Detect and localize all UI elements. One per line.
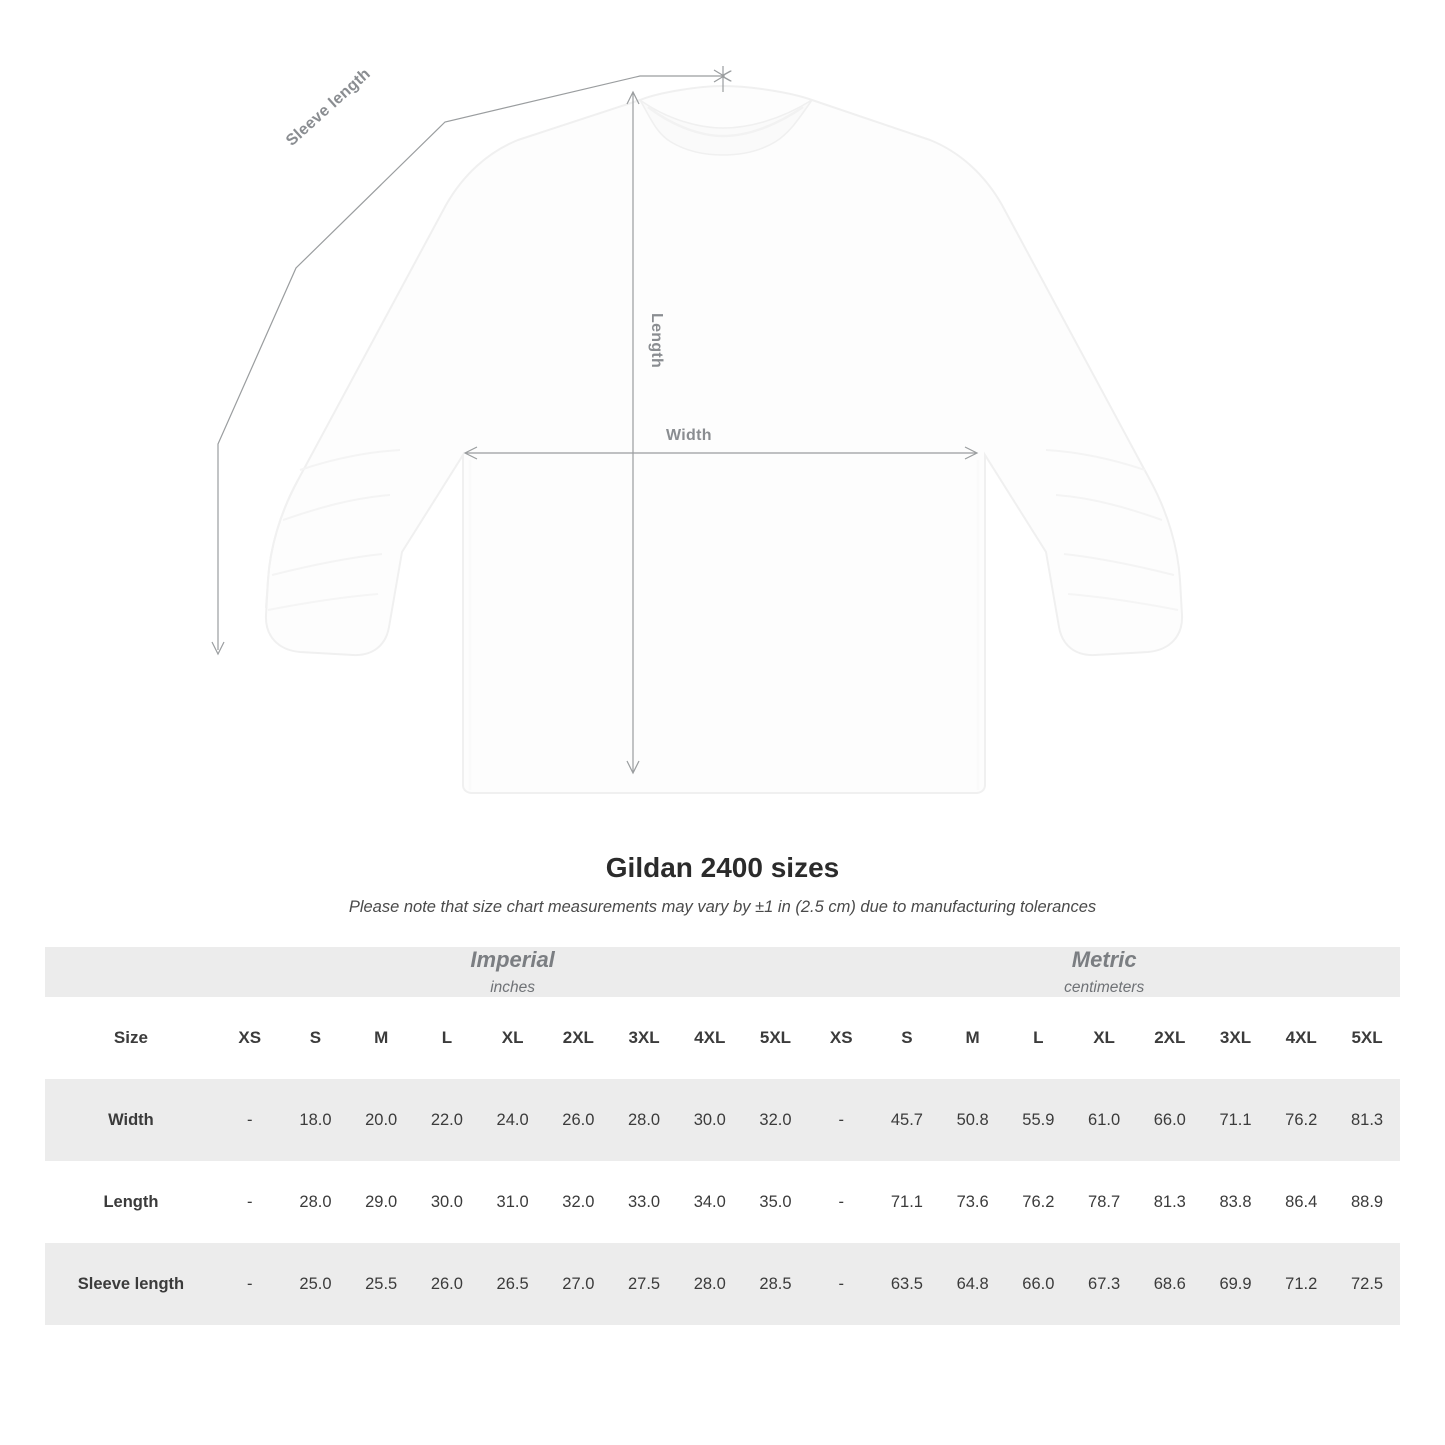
- column-header-size: Size: [45, 997, 217, 1079]
- unit-group-imperial-sub: inches: [490, 979, 536, 996]
- table-row: [45, 1243, 1400, 1325]
- cell: -: [808, 1079, 874, 1161]
- cell: -: [217, 1161, 283, 1243]
- cell: -: [808, 1161, 874, 1243]
- column-header: 3XL: [1203, 997, 1269, 1079]
- cell: 24.0: [480, 1079, 546, 1161]
- tolerance-note: Please note that size chart measurements may vary by ±1 in (2.5 cm) due to manufacturing tolerances: [348, 898, 1097, 916]
- table-row: [45, 1161, 1400, 1243]
- cell: 20.0: [348, 1079, 414, 1161]
- cell: 73.6: [940, 1161, 1006, 1243]
- cell: 81.3: [1334, 1079, 1400, 1161]
- unit-group-metric-sub: centimeters: [1064, 979, 1145, 996]
- cell: 81.3: [1137, 1161, 1203, 1243]
- column-header: 3XL: [611, 997, 677, 1079]
- cell: 83.8: [1203, 1161, 1269, 1243]
- cell: -: [217, 1079, 283, 1161]
- cell: 27.0: [545, 1243, 611, 1325]
- row-label-sleeve-length: Sleeve length: [45, 1243, 217, 1325]
- cell: 63.5: [874, 1243, 940, 1325]
- cell: 55.9: [1006, 1079, 1072, 1161]
- cell: 28.0: [611, 1079, 677, 1161]
- column-header: M: [348, 997, 414, 1079]
- column-header: 5XL: [1334, 997, 1400, 1079]
- column-header: S: [874, 997, 940, 1079]
- column-header: XS: [808, 997, 874, 1079]
- table-header-row: [45, 997, 1400, 1079]
- cell: 86.4: [1268, 1161, 1334, 1243]
- cell: 28.0: [677, 1243, 743, 1325]
- cell: -: [808, 1243, 874, 1325]
- column-header: L: [414, 997, 480, 1079]
- column-header: M: [940, 997, 1006, 1079]
- cell: 26.0: [414, 1243, 480, 1325]
- column-header: S: [283, 997, 349, 1079]
- cell: 69.9: [1203, 1243, 1269, 1325]
- cell: 25.5: [348, 1243, 414, 1325]
- unit-group-imperial: [217, 947, 808, 997]
- column-header: L: [1006, 997, 1072, 1079]
- cell: 32.0: [743, 1079, 809, 1161]
- cell: 29.0: [348, 1161, 414, 1243]
- cell: 35.0: [743, 1161, 809, 1243]
- unit-group-row: [45, 947, 1400, 997]
- unit-group-metric-name: Metric: [1071, 947, 1137, 972]
- cell: 30.0: [414, 1161, 480, 1243]
- sleeve-length-dimension-label: Sleeve length: [283, 65, 374, 150]
- column-header: XL: [480, 997, 546, 1079]
- column-header: 2XL: [1137, 997, 1203, 1079]
- size-table: [45, 947, 1400, 1325]
- column-header: 2XL: [545, 997, 611, 1079]
- unit-group-imperial-name: Imperial: [470, 947, 555, 972]
- cell: 27.5: [611, 1243, 677, 1325]
- column-header: 5XL: [743, 997, 809, 1079]
- column-header: XL: [1071, 997, 1137, 1079]
- width-dimension-label: Width: [666, 427, 712, 444]
- cell: 66.0: [1137, 1079, 1203, 1161]
- cell: 71.1: [874, 1161, 940, 1243]
- cell: 32.0: [545, 1161, 611, 1243]
- cell: 78.7: [1071, 1161, 1137, 1243]
- chart-title: Gildan 2400 sizes: [605, 852, 840, 883]
- cell: 26.5: [480, 1243, 546, 1325]
- cell: 31.0: [480, 1161, 546, 1243]
- shirt-shape: [266, 86, 1182, 793]
- cell: 71.1: [1203, 1079, 1269, 1161]
- cell: 28.0: [283, 1161, 349, 1243]
- unit-group-metric: [808, 947, 1400, 997]
- cell: 72.5: [1334, 1243, 1400, 1325]
- column-header: XS: [217, 997, 283, 1079]
- cell: 26.0: [545, 1079, 611, 1161]
- cell: 68.6: [1137, 1243, 1203, 1325]
- cell: 64.8: [940, 1243, 1006, 1325]
- column-header: 4XL: [677, 997, 743, 1079]
- cell: 33.0: [611, 1161, 677, 1243]
- cell: 71.2: [1268, 1243, 1334, 1325]
- cell: 34.0: [677, 1161, 743, 1243]
- row-label-length: Length: [45, 1161, 217, 1243]
- title-block: [0, 852, 1445, 917]
- cell: 30.0: [677, 1079, 743, 1161]
- unit-group-spacer: [45, 947, 217, 997]
- cell: 18.0: [283, 1079, 349, 1161]
- cell: 28.5: [743, 1243, 809, 1325]
- cell: 66.0: [1006, 1243, 1072, 1325]
- cell: 76.2: [1006, 1161, 1072, 1243]
- cell: 61.0: [1071, 1079, 1137, 1161]
- cell: 76.2: [1268, 1079, 1334, 1161]
- table-row: [45, 1079, 1400, 1161]
- cell: 50.8: [940, 1079, 1006, 1161]
- cell: 45.7: [874, 1079, 940, 1161]
- length-dimension-label: Length: [648, 313, 665, 369]
- cell: 25.0: [283, 1243, 349, 1325]
- cell: 22.0: [414, 1079, 480, 1161]
- size-table-wrapper: [45, 947, 1400, 1325]
- column-header: 4XL: [1268, 997, 1334, 1079]
- cell: -: [217, 1243, 283, 1325]
- cell: 88.9: [1334, 1161, 1400, 1243]
- cell: 67.3: [1071, 1243, 1137, 1325]
- row-label-width: Width: [45, 1079, 217, 1161]
